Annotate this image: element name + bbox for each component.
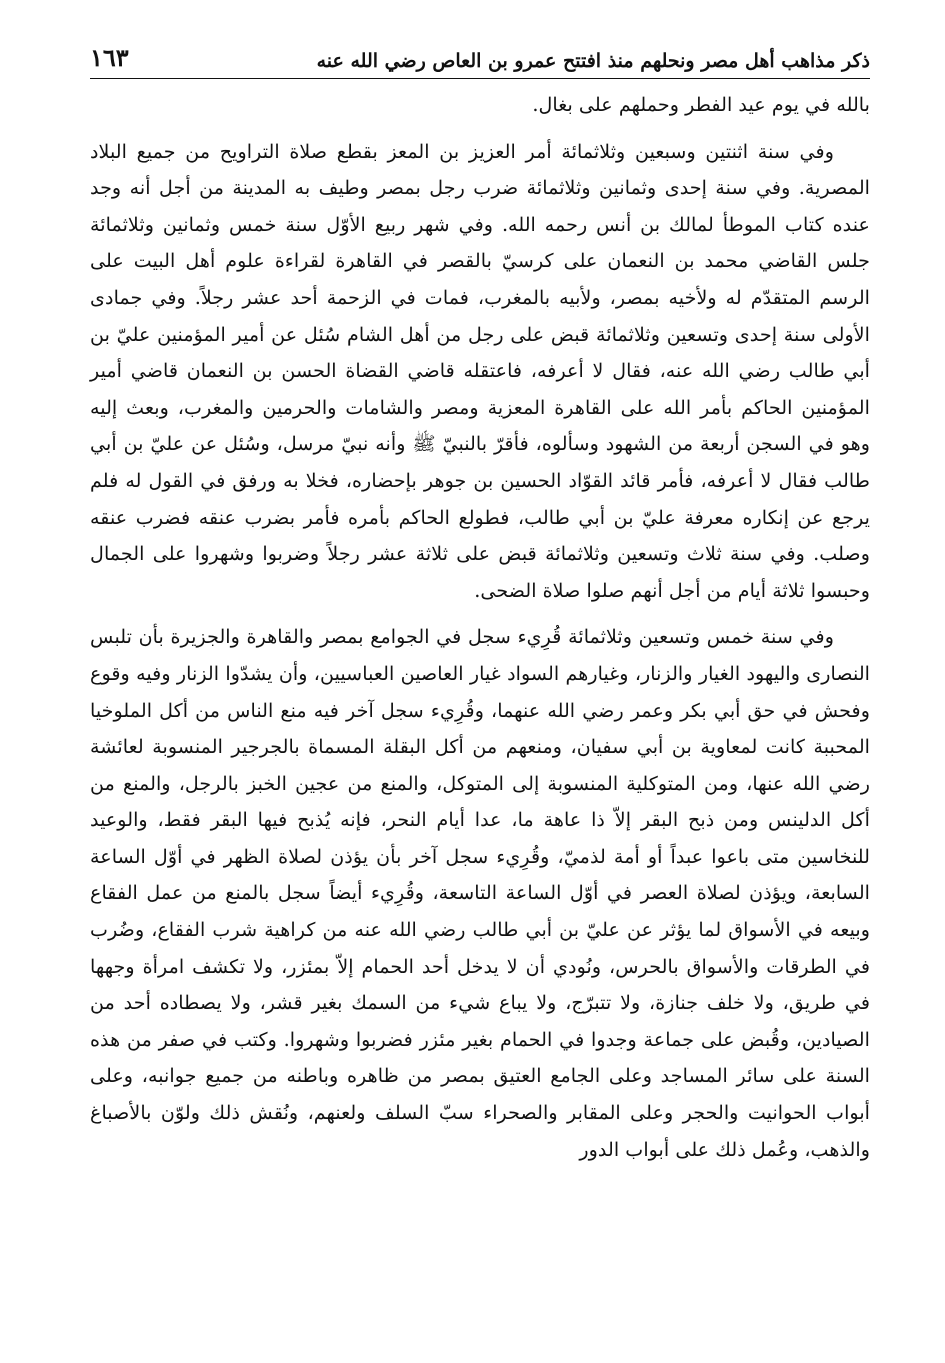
paragraph: وفي سنة اثنتين وسبعين وثلاثمائة أمر العزيز بن المعز بقطع صلاة التراويح من جميع البلاد المصرية. وفي سنة إحدى وثمانين وثلاثمائة ضرب رجل بمصر وطيف به المدينة من أجل أنه وجد عنده كتاب الموطأ لمالك بن أنس رحمه الله. وفي شهر ربيع الأوّل سنة خمس وثمانين وثلاثمائة جلس القاضي محمد بن النعمان على كرسيّ بالقصر في القاهرة لقراءة علوم أهل البيت على الرسم المتقدّم له ولأخيه بمصر، ولأبيه بالمغرب، فمات في الزحمة أحد عشر رجلاً. وفي جمادى الأولى سنة إحدى وتسعين وثلاثمائة قبض على رجل من أهل الشام سُئل عن أمير المؤمنين عليّ بن أبي طالب رضي الله عنه، فقال لا أعرفه، فاعتقله قاضي القضاة الحسن بن النعمان قاضي أمير المؤمنين الحاكم بأمر الله على القاهرة المعزية ومصر والشامات والحرمين والمغرب، وبعث إليه وهو في السجن أربعة من الشهود وسألوه، فأقرّ بالنبيّ ﷺ وأنه نبيّ مرسل، وسُئل عن عليّ بن أبي طالب فقال لا أعرفه، فأمر قائد القوّاد الحسين بن جوهر بإحضاره، فخلا به ورفق في القول له فلم يرجع عن إنكاره معرفة عليّ بن أبي طالب، فطولع الحاكم بأمره فأمر بضرب عنقه فضرب عنقه وصلب. وفي سنة ثلاث وتسعين وثلاثمائة قبض على ثلاثة عشر رجلاً وضربوا وشهروا على الجمال وحبسوا ثلاثة أيام من أجل أنهم صلوا صلاة الضحى. — [90, 139, 870, 602]
running-title: ذكر مذاهب أهل مصر ونحلهم منذ افتتح عمرو بن العاص رضي الله عنه — [316, 50, 870, 72]
paragraph-continuation: بالله في يوم عيد الفطر وحملهم على بغال. — [532, 93, 870, 116]
page-number: ١٦٣ — [90, 43, 129, 72]
paragraph: وفي سنة خمس وتسعين وثلاثمائة قُرِيء سجل في الجوامع بمصر والقاهرة والجزيرة بأن تلبس النصارى واليهود الغيار والزنار، وغيارهم السواد غيار العاصين العباسيين، وأن يشدّوا الزنار وفيه وقوع وفحش في حق أبي بكر وعمر رضي الله عنهما، وقُرِيء سجل آخر فيه منع الناس من أكل الملوخيا المحببة كانت لمعاوية بن أبي سفيان، ومنعهم من أكل البقلة المسماة بالجرجير المنسوبة لعائشة رضي الله عنها، ومن المتوكلية المنسوبة إلى المتوكل، والمنع من عجين الخبز بالرجل، والمنع من أكل الدلينس ومن ذبح البقر إلاّ ذا عاهة ما، عدا أيام النحر، فإنه يُذبح فيها البقر فقط، والوعيد للنخاسين متى باعوا عبداً أو أمة لذميّ، وقُرِيء سجل آخر بأن يؤذن لصلاة الظهر في أوّل الساعة السابعة، ويؤذن لصلاة العصر في أوّل الساعة التاسعة، وقُرِيء أيضاً سجل بالمنع من عمل الفقاع وبيعه في الأسواق لما يؤثر عن عليّ بن أبي طالب رضي الله عنه من كراهية شرب الفقاع، وضُرب في الطرقات والأسواق بالحرس، ونُودي أن لا يدخل أحد الحمام إلاّ بمئزر، ولا تكشف امرأة وجهها في طريق، ولا خلف جنازة، ولا تتبرّج، ولا يباع شيء من السمك بغير قشر، ولا يصطاده أحد من الصيادين، وقُبض على جماعة وجدوا في الحمام بغير مئزر فضربوا وشهروا. وكتب في صفر من هذه السنة على سائر المساجد وعلى الجامع العتيق بمصر من ظاهره وباطنه من جميع جوانبه، وعلى أبواب الحوانيت والحجر وعلى المقابر والصحراء سبّ السلف ولعنهم، ونُقش ذلك ولوّن بالأصباغ والذهب، وعُمل ذلك على أبواب الدور — [90, 625, 871, 1161]
body-text — [90, 87, 870, 1168]
page-header — [90, 30, 870, 79]
book-page — [90, 30, 870, 1178]
